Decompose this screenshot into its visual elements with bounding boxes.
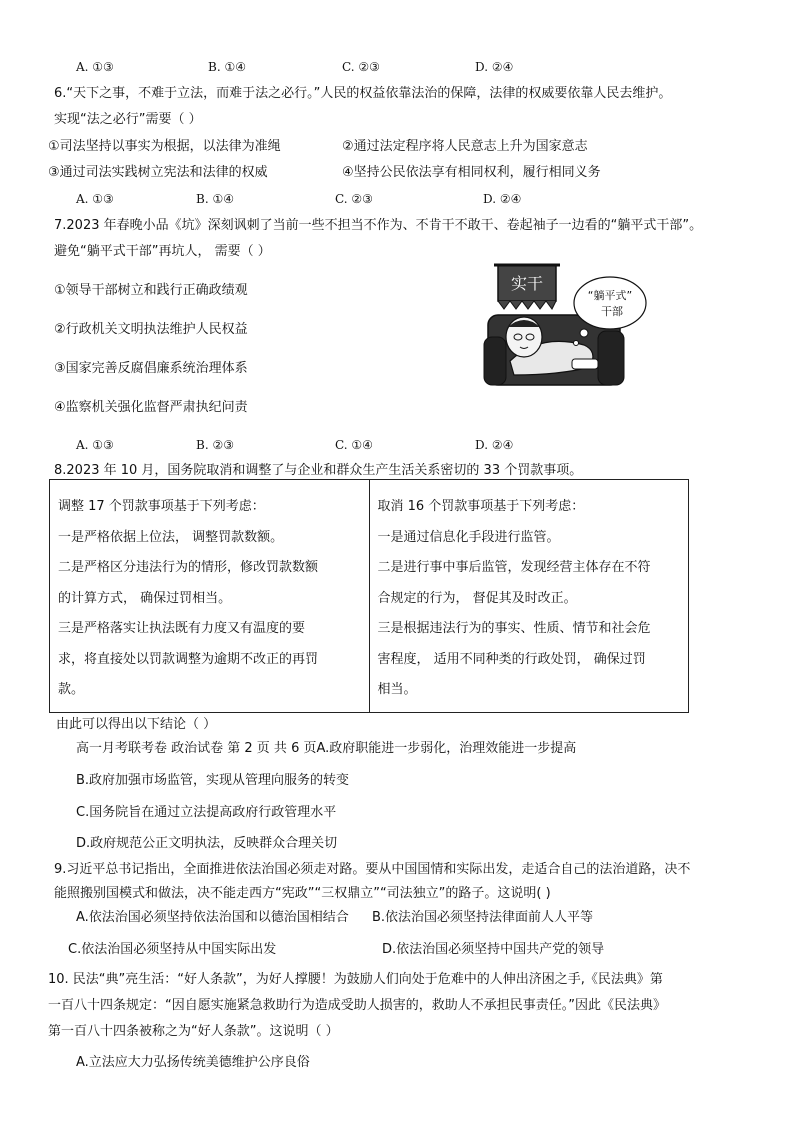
q6-statement-3: ③通过司法实践树立宪法和法律的权威 [48, 165, 268, 180]
page-footer: 高一月考联考卷 政治试卷 第 2 页 共 6 页 [76, 741, 317, 756]
q5-option-b: B. ①④ [208, 60, 246, 74]
q6-stem-line2: 实现“法之必行”需要（ ） [54, 112, 202, 127]
q8-left-line: 三是严格落实让执法既有力度又有温度的要 [58, 621, 306, 636]
q8-right-line: 取消 16 个罚款事项基于下列考虑： [377, 499, 585, 514]
q8-left-cell [50, 480, 370, 713]
q8-conclusion: 由此可以得出以下结论（ ） [56, 717, 217, 732]
q9-option-b: B.依法治国必须坚持法律面前人人平等 [372, 910, 594, 925]
q8-option-b: B.政府加强市场监管，实现从管理向服务的转变 [76, 773, 350, 788]
q8-stem: 8.2023 年 10 月，国务院取消和调整了与企业和群众生产生活关系密切的 33 个罚款事项。 [54, 463, 583, 478]
q5-option-a: A. ①③ [76, 60, 114, 74]
cartoon-sign-text: 实干 [510, 274, 544, 293]
q8-left-line: 款。 [58, 682, 85, 697]
q8-left-line: 调整 17 个罚款事项基于下列考虑： [58, 499, 265, 514]
q7-statement-4: ④监察机关强化监督严肃执纪问责 [54, 400, 248, 415]
q8-right-line: 一是通过信息化手段进行监管。 [377, 529, 560, 545]
q8-left-line: 一是严格依据上位法， 调整罚款数额。 [58, 529, 284, 545]
q10-stem-line1: 10. 民法“典”亮生活：“好人条款”，为好人撑腰！为鼓励人们向处于危难中的人伸出济困之手,《民法典》第 [48, 972, 663, 987]
q9-option-d: D.依法治国必须坚持中国共产党的领导 [382, 942, 605, 957]
q7-option-d: D. ②④ [475, 438, 514, 452]
q6-option-a: A. ①③ [76, 192, 114, 206]
q5-option-c: C. ②③ [342, 60, 380, 74]
q7-option-c: C. ①④ [335, 438, 373, 452]
q8-option-a: A.政府职能进一步弱化，治理效能进一步提高 [316, 741, 577, 756]
q10-option-a: A.立法应大力弘扬传统美德维护公序良俗 [76, 1055, 310, 1070]
q7-statement-3: ③国家完善反腐倡廉系统治理体系 [54, 361, 248, 376]
q6-statement-2: ②通过法定程序将人民意志上升为国家意志 [342, 139, 588, 154]
q8-left-line: 的计算方式， 确保过罚相当。 [58, 590, 232, 606]
cartoon-bubble-line2: 干部 [601, 305, 623, 318]
q6-statement-1: ①司法坚持以事实为根据，以法律为准绳 [48, 139, 281, 154]
q5-option-d: D. ②④ [475, 60, 514, 74]
q8-right-cell [369, 480, 689, 713]
q8-option-c: C.国务院旨在通过立法提高政府行政管理水平 [76, 805, 337, 820]
q8-left-line: 二是严格区分违法行为的情形，修改罚款数额 [58, 560, 319, 575]
q8-right-line: 三是根据违法行为的事实、性质、情节和社会危 [377, 621, 651, 636]
q10-stem-line3: 第一百八十四条被称之为“好人条款”。这说明（ ） [48, 1024, 339, 1039]
q7-statement-1: ①领导干部树立和践行正确政绩观 [54, 283, 248, 298]
q8-comparison-table [49, 479, 689, 713]
q6-option-b: B. ①④ [196, 192, 234, 206]
q8-left-line: 求，将直接处以罚款调整为逾期不改正的再罚 [58, 651, 319, 667]
lying-flat-cadre-cartoon [480, 263, 650, 388]
q6-stem-line1: 6.“天下之事，不难于立法，而难于法之必行。”人民的权益依靠法治的保障，法律的权威要依靠人民去维护。 [54, 86, 672, 101]
q7-stem-line1: 7.2023 年春晚小品《坑》深刻讽刺了当前一些不担当不作为、不肯干不敢干、卷起袖子一边看的“躺平式干部”。 [54, 218, 703, 233]
q8-right-line: 相当。 [377, 682, 417, 697]
q8-right-line: 二是进行事中事后监管，发现经营主体存在不符 [377, 560, 651, 575]
q9-stem-line2: 能照搬别国模式和做法，决不能走西方“宪政”“三权鼎立”“司法独立”的路子。这说明( ) [54, 886, 551, 901]
q8-option-d: D.政府规范公正文明执法，反映群众合理关切 [76, 836, 338, 851]
q6-option-d: D. ②④ [483, 192, 522, 206]
cartoon-bubble-line1: “躺平式” [587, 289, 633, 302]
q8-footer-and-option-a-line [76, 741, 576, 757]
q9-option-c: C.依法治国必须坚持从中国实际出发 [68, 942, 277, 957]
q7-option-b: B. ②③ [196, 438, 234, 452]
q9-option-a: A.依法治国必须坚持依法治国和以德治国相结合 [76, 910, 349, 925]
q7-stem-line2: 避免“躺平式干部”再坑人， 需要（ ） [54, 244, 271, 259]
q9-stem-line1: 9.习近平总书记指出，全面推进依法治国必须走对路。要从中国国情和实际出发，走适合自己的法治道路，决不 [54, 862, 691, 877]
q7-option-a: A. ①③ [76, 438, 114, 452]
q8-right-line: 害程度， 适用不同种类的行政处罚， 确保过罚 [377, 651, 646, 667]
q6-statement-4: ④坚持公民依法享有相同权利，履行相同义务 [342, 165, 601, 180]
q7-statement-2: ②行政机关文明执法维护人民权益 [54, 322, 248, 337]
q8-right-line: 合规定的行为， 督促其及时改正。 [377, 590, 577, 606]
q10-stem-line2: 一百八十四条规定：“因自愿实施紧急救助行为造成受助人损害的，救助人不承担民事责任。”因此《民法典》 [48, 998, 666, 1013]
q6-option-c: C. ②③ [335, 192, 373, 206]
